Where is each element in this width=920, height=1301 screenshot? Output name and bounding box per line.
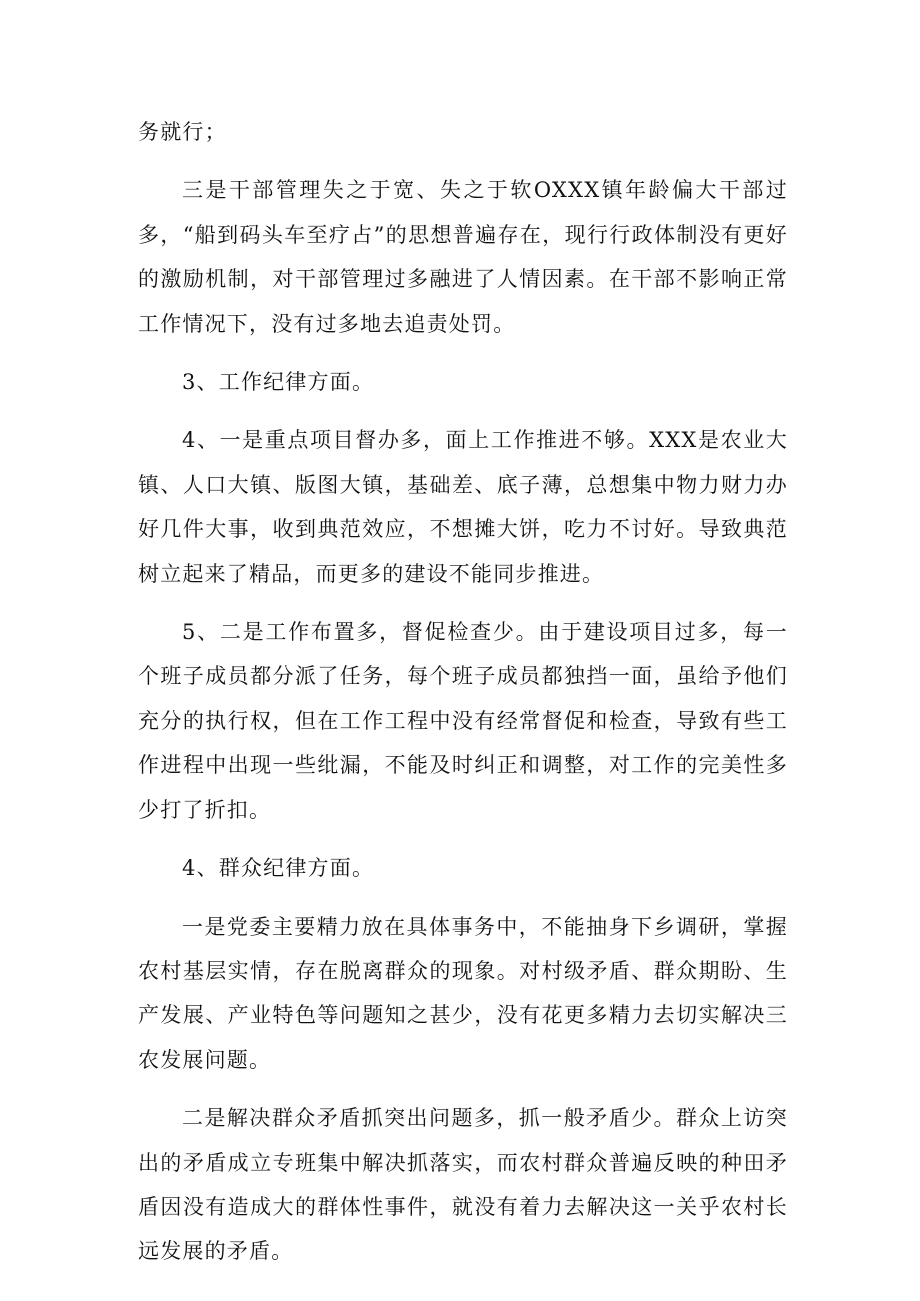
document-body (138, 110, 788, 1274)
paragraph-resolve-conflicts: 二是解决群众矛盾抓突出问题多，抓一般矛盾少。群众上访突出的矛盾成立专班集中解决抓落实，而农村群众普遍反映的种田矛盾因没有造成大的群体性事件，就没有着力去解决这一关乎农村长远发展的矛盾。 (138, 1106, 788, 1264)
heading-mass-discipline: 4、群众纪律方面。 (182, 856, 375, 881)
paragraph-party-committee: 一是党委主要精力放在具体事务中，不能抽身下乡调研，掌握农村基层实情，存在脱离群众的现象。对村级矛盾、群众期盼、生产发展、产业特色等问题知之甚少，没有花更多精力去切实解决三农发展问题。 (138, 914, 788, 1072)
paragraph-cadre-management: 三是干部管理失之于宽、失之于软OXXX镇年龄偏大干部过多，“船到码头车至疗占”的思想普遍存在，现行行政体制没有更好的激励机制，对干部管理过多融进了人情因素。在干部不影响正常工作情况下，没有过多地去追责处罚。 (138, 178, 788, 336)
paragraph-continuation: 务就行； (138, 120, 227, 144)
paragraph-key-projects: 4、一是重点项目督办多，面上工作推进不够。XXX是农业大镇、人口大镇、版图大镇，基础差、底子薄，总想集中物力财力办好几件大事，收到典范效应，不想摊大饼，吃力不讨好。导致典范树立起来了精品，而更多的建设不能同步推进。 (138, 428, 788, 586)
heading-work-discipline: 3、工作纪律方面。 (182, 370, 375, 395)
paragraph-work-arrangement: 5、二是工作布置多，督促检查少。由于建设项目过多，每一个班子成员都分派了任务，每个班子成员都独挡一面，虽给予他们充分的执行权，但在工作工程中没有经常督促和检查，导致有些工作进程中出现一些纰漏，不能及时纠正和调整，对工作的完美性多少打了折扣。 (138, 620, 788, 822)
